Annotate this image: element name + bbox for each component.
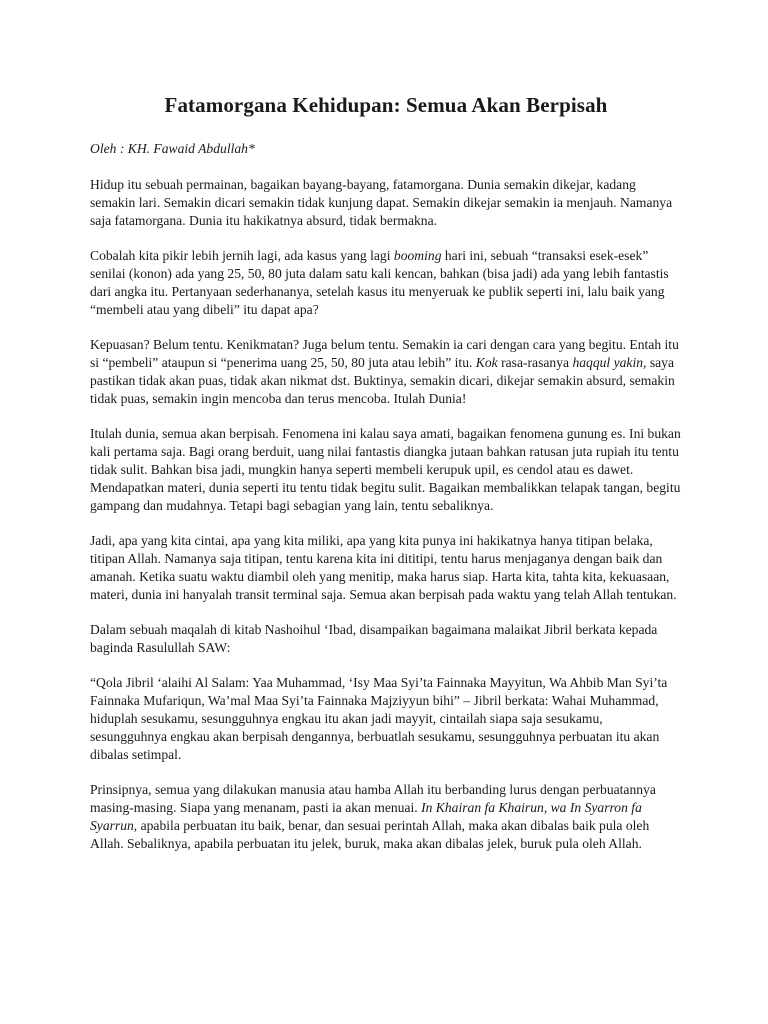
paragraph [90,781,682,853]
italic-text: booming [393,248,442,263]
paragraph-text: Kepuasan? Belum tentu. Kenikmatan? Juga belum tentu. Semakin ia cari dengan cara yang begitu. Entah itu si “pembeli” ataupun si “penerima uang 25, 50, 80 juta atau lebih” itu. [90,337,679,370]
italic-text: haqqul yakin, [572,355,647,370]
paragraph-text: Prinsipnya, semua yang dilakukan manusia atau hamba Allah itu berbanding lurus dengan perbuatannya masing-masing. Siapa yang menanam, pasti ia akan menuai. [90,782,656,815]
document-body [90,176,682,853]
paragraph [90,621,682,657]
document-title: Fatamorgana Kehidupan: Semua Akan Berpisah [164,93,608,117]
paragraph-text: Hidup itu sebuah permainan, bagaikan bayang-bayang, fatamorgana. Dunia semakin dikejar, kadang semakin lari. Semakin dicari semakin tidak kunjung dapat. Semakin dikejar semakin ia menjauh. Namanya saja fatamorgana. Dunia itu hakikatnya absurd, tidak bermakna. [90,177,673,228]
paragraph [90,425,682,515]
paragraph [90,532,682,604]
paragraph-text: Cobalah kita pikir lebih jernih lagi, ada kasus yang lagi [90,248,394,263]
paragraph [90,336,682,408]
document-page [90,92,682,870]
author-line: Oleh : KH. Fawaid Abdullah* [90,141,255,156]
paragraph-text: hari ini, sebuah “transaksi esek-esek” senilai (konon) ada yang 25, 50, 80 juta dalam satu kali kencan, bahkan (bisa jadi) ada yang lebih fantastis dari angka itu. Pertanyaan sederhananya, setelah kasus itu menyeruak ke publik seperti ini, lalu baik yang “membeli atau yang dibeli” itu dapat apa? [90,248,669,317]
paragraph-text: rasa-rasanya [497,355,573,370]
paragraph-text: saya pastikan tidak akan puas, tidak akan nikmat dst. Buktinya, semakin dicari, dikejar semakin absurd, semakin tidak puas, semakin ingin mencoba dan terus mencoba. Itulah Dunia! [90,355,675,406]
paragraph [90,674,682,764]
paragraph-text: Itulah dunia, semua akan berpisah. Fenomena ini kalau saya amati, bagaikan fenomena gunung es. Ini bukan kali pertama saja. Bagi orang berduit, uang nilai fantastis diangka jutaan bahkan ratusan juta rupiah itu tentu tidak sulit. Bahkan bisa jadi, mungkin hanya seperti membeli kerupuk upil, es cendol atau es dawet. Mendapatkan materi, dunia seperti itu tentu tidak begitu sulit. Bagaikan membalikkan telapak tangan, begitu gampang dan mudahnya. Tetapi bagi sebagian yang lain, tentu sebaliknya. [90,426,681,513]
italic-text: Kok [475,355,498,370]
italic-text: In Khairan fa Khairun, wa In Syarron fa Syarrun, [90,800,642,833]
paragraph-text: Dalam sebuah maqalah di kitab Nashoihul ‘Ibad, disampaikan bagaimana malaikat Jibril berkata kepada baginda Rasulullah SAW: [90,622,658,655]
paragraph-text: Jadi, apa yang kita cintai, apa yang kita miliki, apa yang kita punya ini hakikatnya hanya titipan belaka, titipan Allah. Namanya saja titipan, tentu karena kita ini dititipi, tentu harus menjaganya dengan baik dan amanah. Ketika suatu waktu diambil oleh yang menitip, maka harus siap. Harta kita, tahta kita, kekuasaan, materi, dunia ini hanyalah transit terminal saja. Semua akan berpisah pada waktu yang telah Allah tentukan. [90,533,677,602]
paragraph [90,247,682,319]
paragraph-text: apabila perbuatan itu baik, benar, dan sesuai perintah Allah, maka akan dibalas baik pula oleh Allah. Sebaliknya, apabila perbuatan itu jelek, buruk, maka akan dibalas jelek, buruk pula oleh Allah. [90,818,650,851]
paragraph-text: “Qola Jibril ‘alaihi Al Salam: Yaa Muhammad, ‘Isy Maa Syi’ta Fainnaka Mayyitun, Wa Ahbib Man Syi’ta Fainnaka Mufariqun, Wa’mal Maa Syi’ta Fainnaka Majziyyun bihi” – Jibril berkata: Wahai Muhammad, hiduplah sesukamu, sesungguhnya engkau itu akan jadi mayyit, cintailah siapa saja sesukamu, sesungguhnya engkau akan berpisah dengannya, berbuatlah sesukamu, sesungguhnya perbuatan itu akan dibalas setimpal. [90,675,668,762]
paragraph [90,176,682,230]
